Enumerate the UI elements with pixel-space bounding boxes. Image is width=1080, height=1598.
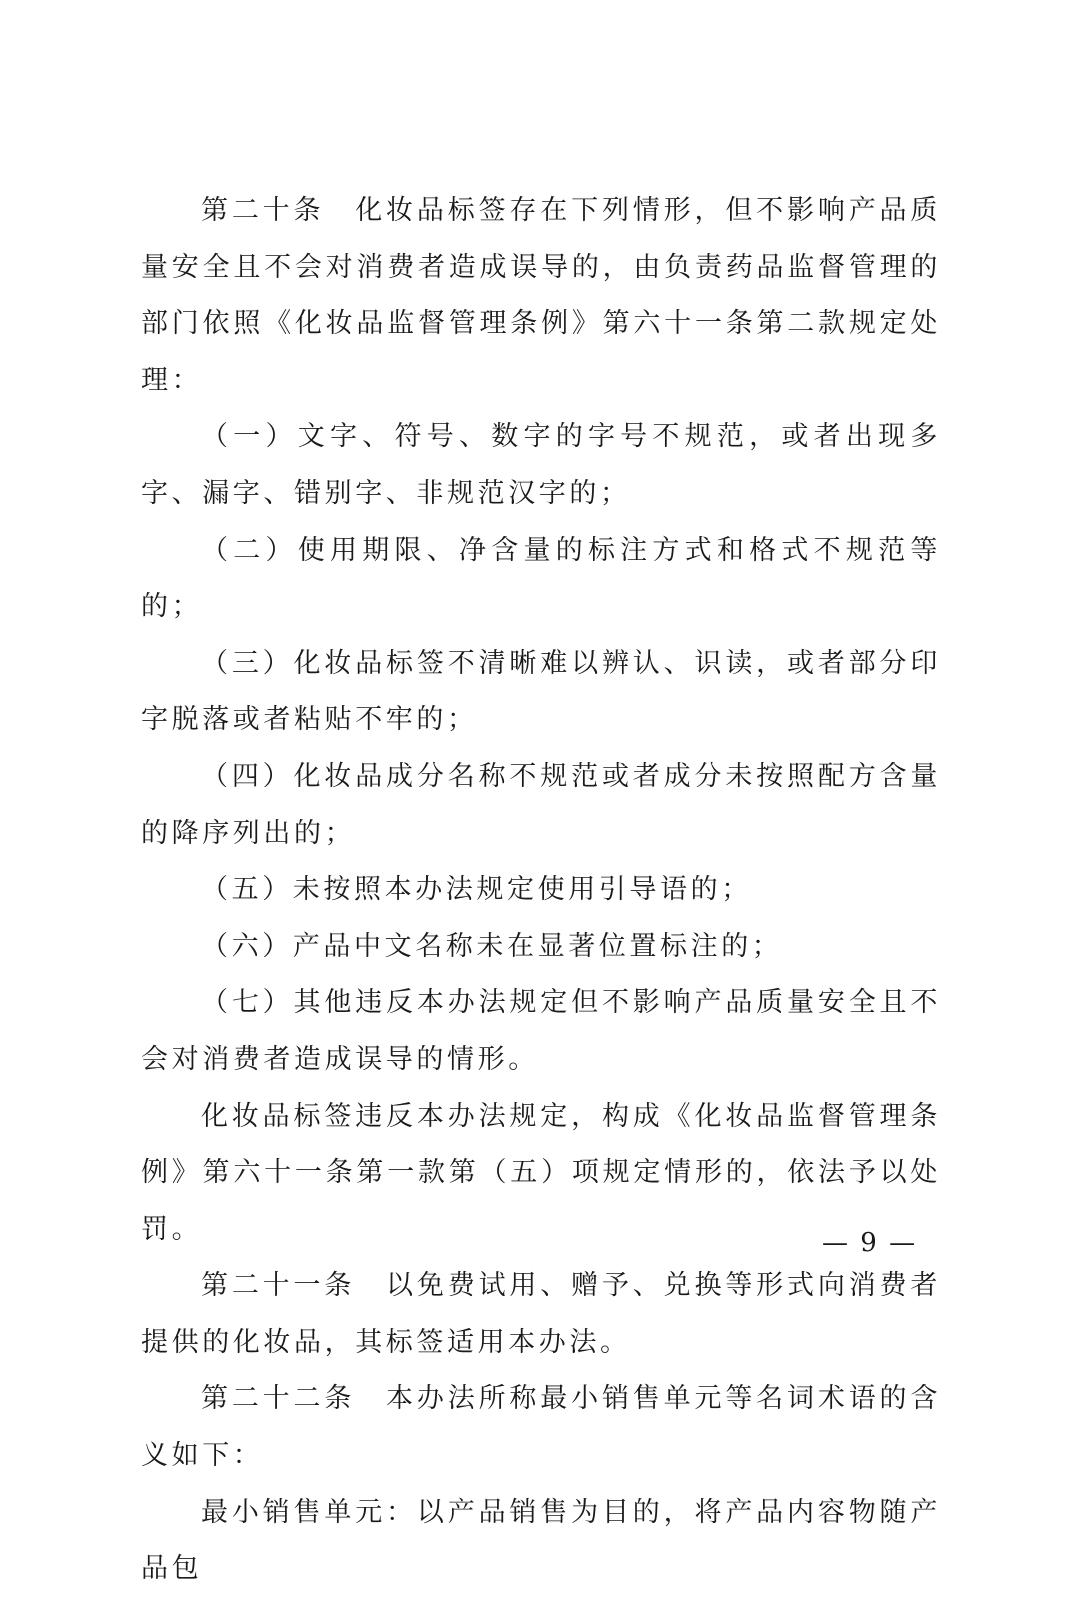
- definition-minimum-sales-unit: 最小销售单元：以产品销售为目的，将产品内容物随产品包: [141, 1496, 941, 1585]
- article-20-item-3: （三）化妆品标签不清晰难以辨认、识读，或者部分印字脱落或者粘贴不牢的；: [141, 647, 941, 736]
- article-22-paragraph: 第二十二条 本办法所称最小销售单元等名词术语的含义如下：: [141, 1383, 941, 1472]
- article-20-penalty-paragraph: 化妆品标签违反本办法规定，构成《化妆品监督管理条例》第六十一条第一款第（五）项规定情形的，依法予以处罚。: [141, 1100, 941, 1245]
- article-20-item-1: （一）文字、符号、数字的字号不规范，或者出现多字、漏字、错别字、非规范汉字的；: [141, 421, 941, 509]
- article-20-item-2: （二）使用期限、净含量的标注方式和格式不规范等的；: [141, 534, 941, 623]
- article-20-item-5: （五）未按照本办法规定使用引导语的；: [201, 874, 752, 906]
- page-number: — 9 —: [822, 1228, 918, 1258]
- article-21-paragraph: 第二十一条 以免费试用、赠予、兑换等形式向消费者提供的化妆品，其标签适用本办法。: [141, 1270, 941, 1358]
- article-20-item-4: （四）化妆品成分名称不规范或者成分未按照配方含量的降序列出的；: [141, 760, 941, 849]
- article-20-item-7: （七）其他违反本办法规定但不影响产品质量安全且不会对消费者造成误导的情形。: [141, 987, 941, 1075]
- article-20-item-6: （六）产品中文名称未在显著位置标注的；: [201, 930, 783, 962]
- article-20-paragraph: 第二十条 化妆品标签存在下列情形，但不影响产品质量安全且不会对消费者造成误导的，由负责药品监督管理的部门依照《化妆品监督管理条例》第六十一条第二款规定处理：: [141, 195, 941, 396]
- document-body: [141, 183, 941, 1598]
